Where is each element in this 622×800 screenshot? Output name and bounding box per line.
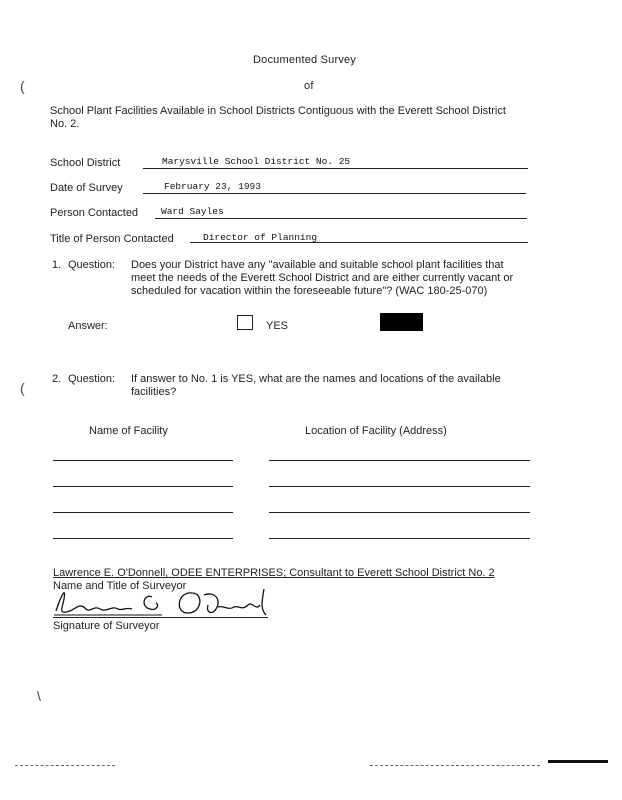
facility-name-line (53, 460, 233, 461)
q2-text-line1: If answer to No. 1 is YES, what are the names and locations of the available (131, 373, 501, 385)
facility-name-line (53, 486, 233, 487)
q2-number: 2. (52, 373, 62, 385)
survey-heading-cont: No. 2. (50, 118, 80, 130)
date-line (143, 193, 526, 194)
school-district-line (143, 168, 528, 169)
person-line (155, 218, 527, 219)
col-location-header: Location of Facility (Address) (305, 425, 447, 437)
survey-title: Documented Survey (253, 54, 357, 66)
answer-label: Answer: (68, 320, 108, 332)
facility-location-line (269, 486, 530, 487)
q1-text-line2: meet the needs of the Everett School District and are either currently vacant or (131, 272, 514, 284)
survey-heading: School Plant Facilities Available in School Districts Contiguous with the Everett School District (50, 105, 506, 117)
q1-number: 1. (52, 259, 62, 271)
scan-mark: ( (20, 380, 25, 396)
signature (52, 585, 277, 620)
facility-location-line (269, 512, 530, 513)
title-person-label: Title of Person Contacted (50, 233, 174, 245)
q1-label: Question: (68, 259, 116, 271)
survey-title-of: of (304, 80, 314, 92)
title-person-value: Director of Planning (203, 232, 318, 243)
redaction-box (380, 313, 423, 331)
yes-checkbox[interactable] (237, 315, 253, 330)
q2-text-line2: facilities? (131, 386, 177, 398)
person-label: Person Contacted (50, 207, 139, 219)
school-district-value: Marysville School District No. 25 (162, 156, 351, 167)
surveyor-name-title: Lawrence E. O'Donnell, ODEE ENTERPRISES; Consultant to Everett School District No. 2 (53, 567, 495, 579)
date-value: February 23, 1993 (164, 181, 261, 192)
q1-text-line3: scheduled for vacation within the foreseeable future"? (WAC 180-25-070) (131, 285, 488, 297)
scan-mark: \ (37, 688, 41, 704)
school-district-label: School District (50, 157, 121, 169)
facility-name-line (53, 538, 233, 539)
facility-name-line (53, 512, 233, 513)
signature-line (53, 617, 268, 618)
person-value: Ward Sayles (161, 206, 224, 217)
date-label: Date of Survey (50, 182, 123, 194)
q1-text-line1: Does your District have any "available and suitable school plant facilities that (131, 259, 504, 271)
scan-edge-line (15, 765, 115, 766)
col-name-header: Name of Facility (89, 425, 168, 437)
facility-location-line (269, 538, 530, 539)
q2-label: Question: (68, 373, 116, 385)
yes-label: YES (266, 320, 289, 332)
scan-mark: ( (20, 78, 25, 94)
scan-edge-line (548, 760, 608, 763)
surveyor-name-title-label: Name and Title of Surveyor (53, 580, 187, 592)
signature-label: Signature of Surveyor (53, 620, 160, 632)
scan-edge-line (370, 765, 540, 766)
facility-location-line (269, 460, 530, 461)
